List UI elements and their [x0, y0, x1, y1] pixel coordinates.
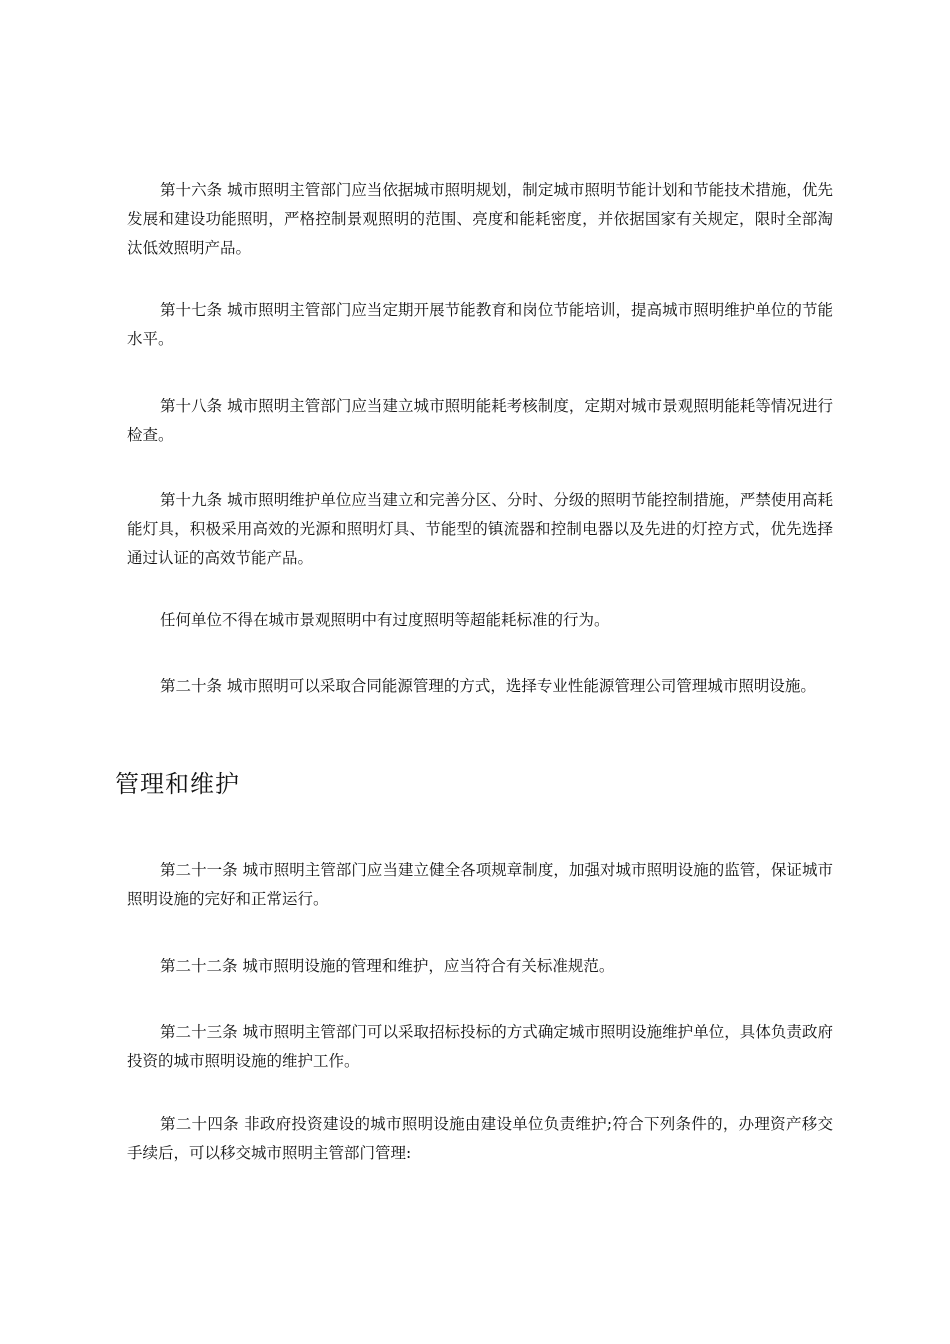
article-17-paragraph: 第十七条 城市照明主管部门应当定期开展节能教育和岗位节能培训，提高城市照明维护单位的节能水平。 — [127, 301, 833, 348]
article-19-supplement-paragraph: 任何单位不得在城市景观照明中有过度照明等超能耗标准的行为。 — [160, 611, 610, 629]
article-22-paragraph: 第二十二条 城市照明设施的管理和维护，应当符合有关标准规范。 — [160, 957, 615, 975]
article-16-paragraph: 第十六条 城市照明主管部门应当依据城市照明规划，制定城市照明节能计划和节能技术措施，优先发展和建设功能照明，严格控制景观照明的范围、亮度和能耗密度，并依据国家有关规定，限时全部淘汰低效照明产品。 — [127, 181, 833, 257]
article-24-paragraph: 第二十四条 非政府投资建设的城市照明设施由建设单位负责维护;符合下列条件的，办理资产移交手续后，可以移交城市照明主管部门管理: — [127, 1115, 833, 1162]
article-20-paragraph: 第二十条 城市照明可以采取合同能源管理的方式，选择专业性能源管理公司管理城市照明设施。 — [160, 677, 816, 695]
article-21-paragraph: 第二十一条 城市照明主管部门应当建立健全各项规章制度，加强对城市照明设施的监管，保证城市照明设施的完好和正常运行。 — [127, 861, 833, 908]
section-heading: 管理和维护 — [115, 770, 240, 798]
article-19-paragraph: 第十九条 城市照明维护单位应当建立和完善分区、分时、分级的照明节能控制措施，严禁使用高耗能灯具，积极采用高效的光源和照明灯具、节能型的镇流器和控制电器以及先进的灯控方式，优先选择通过认证的高效节能产品。 — [127, 491, 833, 567]
article-18-paragraph: 第十八条 城市照明主管部门应当建立城市照明能耗考核制度，定期对城市景观照明能耗等情况进行检查。 — [127, 397, 833, 444]
article-23-paragraph: 第二十三条 城市照明主管部门可以采取招标投标的方式确定城市照明设施维护单位，具体负责政府投资的城市照明设施的维护工作。 — [127, 1023, 833, 1070]
